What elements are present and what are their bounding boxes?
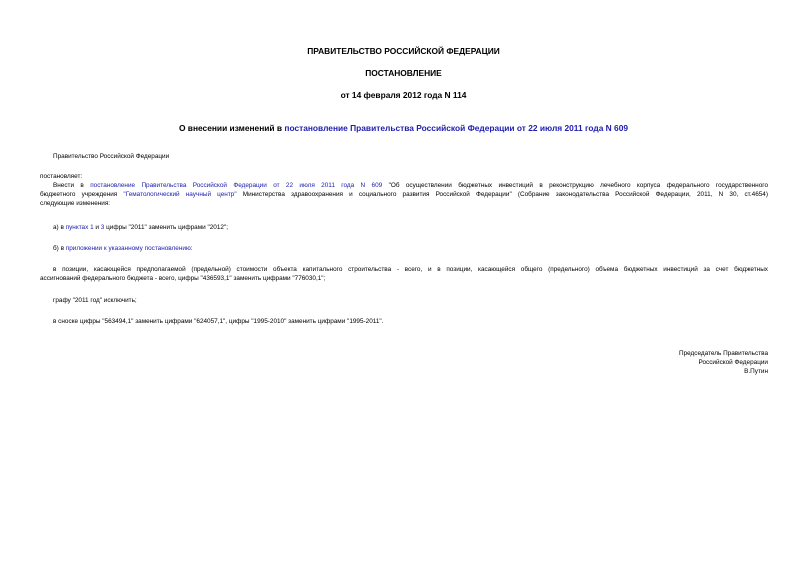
footnote-change-text: в сноске цифры "563494,1" заменить цифрами "624057,1", цифры "1995-2010" заменить цифрами "1995-2011". [53, 318, 384, 325]
position-paragraph [40, 265, 768, 283]
signature-name: В.Путин [744, 368, 768, 375]
signature-title: Председатель Правительства [679, 350, 768, 357]
item-a-mid: и [93, 224, 101, 231]
intro-center-link[interactable]: "Гематологический научный центр" [123, 191, 237, 198]
preamble-text: Правительство Российской Федерации [53, 153, 170, 160]
intro-line-3: следующие изменения: [40, 200, 111, 207]
resolves-text: постановляет: [40, 173, 83, 180]
column-removal-text: графу "2011 год" исключить; [53, 297, 137, 304]
intro-resolution-link[interactable]: постановление Правительства Российской Федерации от 22 июля 2011 года N 609 [90, 182, 383, 189]
signature-organization: Российской Федерации [698, 359, 768, 366]
item-b-prefix: б) в [53, 245, 66, 252]
item-b [53, 244, 193, 253]
item-a-prefix: а) в [53, 224, 66, 231]
position-line-2: ассигнований федерального бюджета - всего, цифры "436593,1" заменить цифрами "776030,1"; [40, 275, 326, 282]
item-a [53, 223, 228, 232]
item-b-suffix: : [190, 245, 193, 252]
intro-line-1-prefix: Внести в [53, 182, 91, 189]
item-a-link-1[interactable]: пунктах 1 [65, 224, 94, 231]
item-b-link[interactable]: приложении к указанному постановлению [65, 245, 191, 252]
intro-line-2-prefix: бюджетного учреждения [40, 191, 124, 198]
intro-paragraph [40, 181, 768, 208]
position-line-1: в позиции, касающейся предполагаемой (предельной) стоимости объекта капитального строительства - всего, и в позиции, касающейся общего (предельного) объема бюджетных инвестиций за счет бюджетных [53, 266, 768, 273]
document-title-link[interactable]: постановление Правительства Российской Федерации от 22 июля 2011 года N 609 [284, 123, 629, 133]
intro-line-2 [40, 190, 768, 199]
document-date-number: от 14 февраля 2012 года N 114 [340, 90, 467, 100]
government-heading: ПРАВИТЕЛЬСТВО РОССИЙСКОЙ ФЕДЕРАЦИИ [307, 46, 500, 56]
intro-line-2-suffix: Министерства здравоохранения и социального развития Российской Федерации" (Собрание законодательства Российской Федерации, 2011, N 30, ст.4654) [236, 191, 768, 198]
intro-line-1 [40, 181, 768, 190]
item-a-link-2[interactable]: 3 [100, 224, 105, 231]
document-title-prefix: О внесении изменений в [178, 123, 285, 133]
intro-line-1-suffix: "Об осуществлении бюджетных инвестиций в реконструкцию лечебного корпуса федерального государственного [382, 182, 768, 189]
document-title [0, 123, 807, 133]
item-a-suffix: цифры "2011" заменить цифрами "2012"; [104, 224, 228, 231]
document-type-heading: ПОСТАНОВЛЕНИЕ [365, 68, 442, 78]
